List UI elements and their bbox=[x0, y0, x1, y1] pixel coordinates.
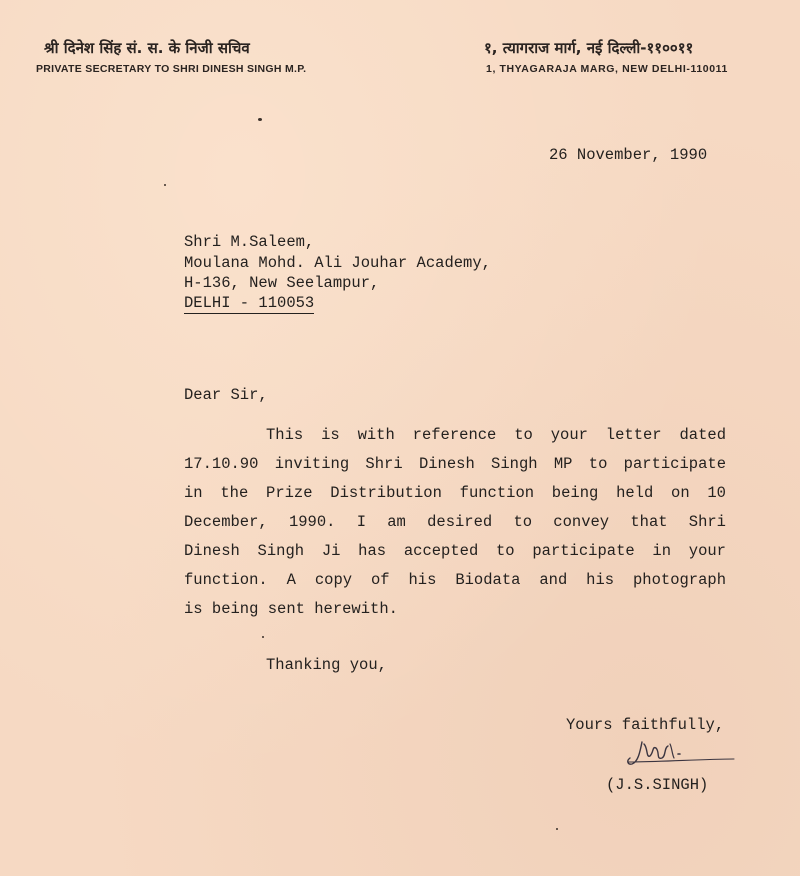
body-line: 17.10.90 inviting Shri Dinesh Singh MP to participate bbox=[184, 455, 726, 473]
salutation: Dear Sir, bbox=[184, 386, 268, 404]
closing-line: Yours faithfully, bbox=[566, 716, 725, 734]
recipient-organization: Moulana Mohd. Ali Jouhar Academy, bbox=[184, 254, 491, 272]
body-line: function. A copy of his Biodata and his photograph bbox=[184, 571, 726, 589]
letter-date: 26 November, 1990 bbox=[549, 146, 708, 164]
signatory-name: (J.S.SINGH) bbox=[606, 776, 709, 794]
ink-speck bbox=[258, 118, 262, 121]
body-line: is being sent herewith. bbox=[184, 600, 398, 618]
ink-speck bbox=[556, 828, 558, 830]
thanks-line: Thanking you, bbox=[266, 656, 387, 674]
ink-speck bbox=[262, 636, 264, 638]
letterhead-hindi-title: श्री दिनेश सिंह सं. स. के निजी सचिव bbox=[44, 39, 250, 57]
letterhead-hindi-address: १, त्यागराज मार्ग, नई दिल्ली-११००११ bbox=[484, 39, 694, 57]
body-line: December, 1990. I am desired to convey that Shri bbox=[184, 513, 726, 531]
recipient-name: Shri M.Saleem, bbox=[184, 233, 315, 251]
handwritten-signature bbox=[612, 734, 738, 770]
letterhead-english-address: 1, THYAGARAJA MARG, NEW DELHI-110011 bbox=[486, 63, 728, 75]
letterhead-english-title: PRIVATE SECRETARY TO SHRI DINESH SINGH M.P. bbox=[36, 63, 307, 75]
recipient-city: DELHI - 110053 bbox=[184, 294, 315, 312]
ink-speck bbox=[164, 184, 166, 186]
body-line: This is with reference to your letter dated bbox=[266, 426, 726, 444]
body-line: Dinesh Singh Ji has accepted to participate in your bbox=[184, 542, 726, 560]
body-line: in the Prize Distribution function being held on 10 bbox=[184, 484, 726, 502]
recipient-street: H-136, New Seelampur, bbox=[184, 274, 380, 292]
